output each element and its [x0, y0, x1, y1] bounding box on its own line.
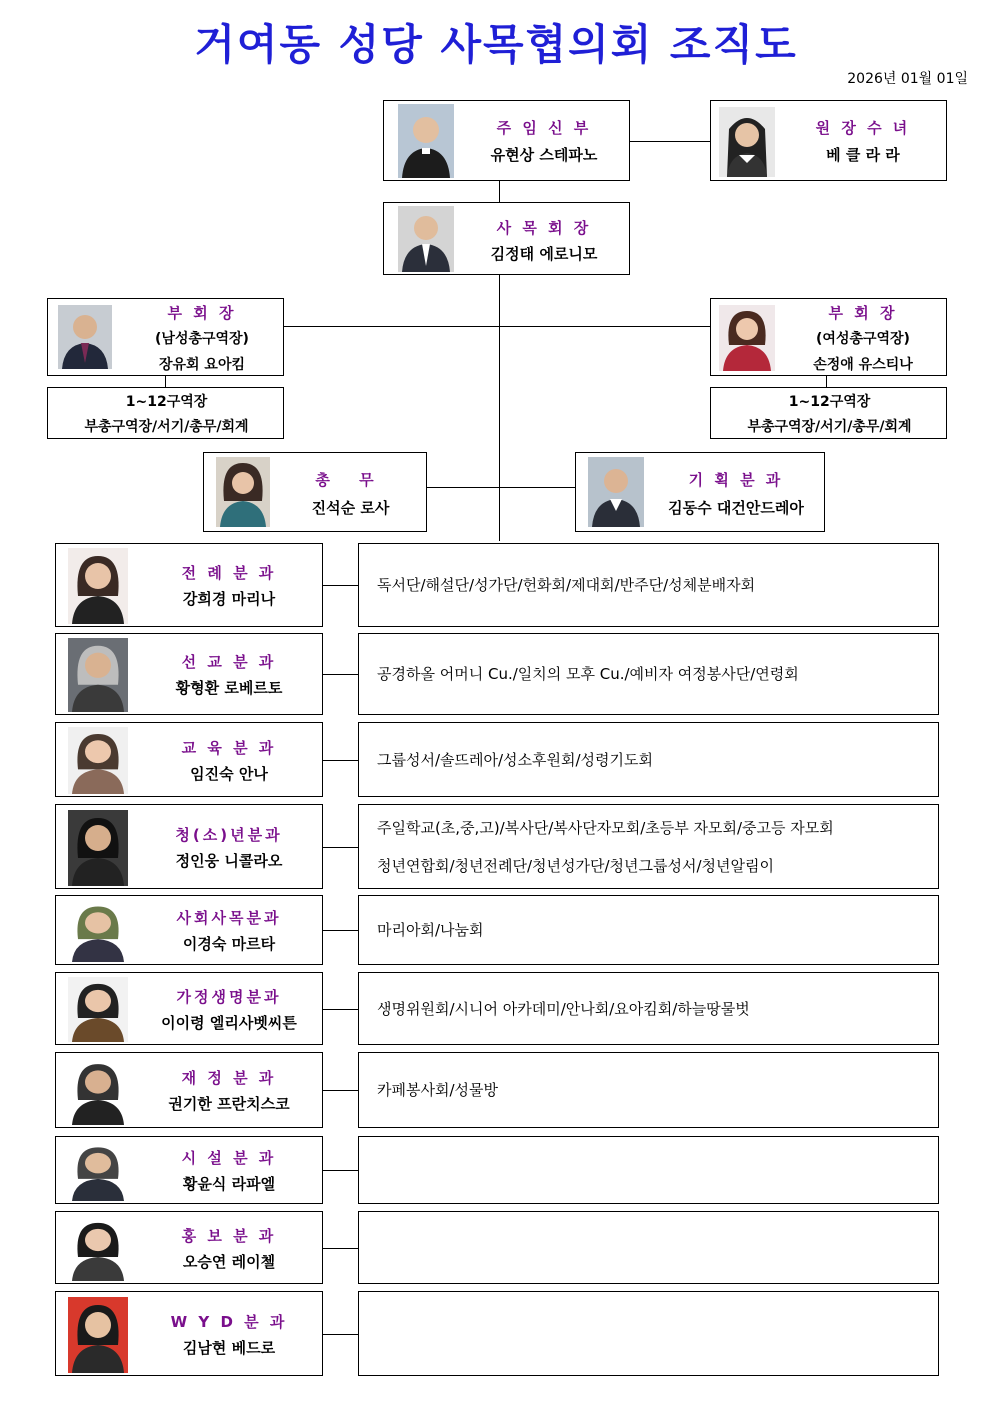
vice-left-sub: (남성총구역장) [155, 331, 249, 347]
division-leader-name: 임진숙 안나 [190, 764, 268, 783]
division-leader-name: 정인웅 니콜라오 [175, 851, 283, 870]
pastor-box [383, 100, 630, 181]
division-groups-box [358, 722, 939, 797]
planning-role: 기 획 분 과 [688, 471, 784, 489]
date-label: 2026년 01월 01일 [847, 71, 968, 87]
page-title: 거여동 성당 사목협의회 조직도 [194, 20, 798, 69]
division-groups-box [358, 543, 939, 627]
connector [165, 375, 166, 387]
division-leader-name: 김남현 베드로 [182, 1338, 276, 1357]
division-groups-box [358, 1291, 939, 1376]
pastor-name: 유현상 스테파노 [490, 146, 598, 164]
division-group-text: 카페봉사회/성물방 [377, 1081, 498, 1099]
connector [323, 585, 359, 586]
division-leader-name: 오승연 레이첼 [182, 1252, 276, 1271]
person-photo [398, 206, 454, 272]
division-groups-box [358, 804, 939, 889]
division-role: 홍 보 분 과 [181, 1226, 277, 1245]
person-photo [68, 977, 128, 1042]
connector [323, 930, 359, 931]
division-groups-box [358, 633, 939, 715]
division-groups-box [358, 895, 939, 965]
division-leader-name: 이경숙 마르타 [182, 935, 276, 953]
division-group-text: 마리아회/나눔회 [377, 921, 484, 939]
planning-name: 김동수 대건안드레아 [668, 499, 804, 517]
connector [323, 1090, 359, 1091]
connector [629, 141, 711, 142]
division-box [55, 972, 323, 1045]
person-photo [68, 638, 128, 712]
division-group-text: 청년연합회/청년전례단/청년성가단/청년그룹성서/청년알림이 [377, 857, 774, 875]
division-group-text: 공경하올 어머니 Cu./일치의 모후 Cu./예비자 여정봉사단/연령회 [377, 665, 799, 683]
vice-left-district-line1: 1~12구역장 [125, 394, 208, 410]
connector [826, 375, 827, 387]
division-role: 선 교 분 과 [181, 653, 277, 671]
division-role: 사회사목분과 [176, 909, 282, 927]
division-box [55, 895, 323, 965]
sister-role: 원 장 수 녀 [815, 119, 911, 137]
division-leader-name: 권기한 프란치스코 [168, 1095, 290, 1113]
division-role: 가정생명분과 [176, 987, 282, 1006]
connector [499, 180, 500, 202]
division-role: 전 례 분 과 [181, 564, 277, 582]
vice-right-district-line2: 부총구역장/서기/총무/회계 [747, 419, 912, 435]
division-box [55, 1291, 323, 1376]
division-leader-name: 이이령 엘리사벳씨튼 [161, 1013, 297, 1032]
council-head-name: 김정태 에로니모 [490, 245, 598, 263]
division-box [55, 804, 323, 889]
division-role: 재 정 분 과 [181, 1069, 277, 1087]
connector [426, 487, 576, 488]
person-photo [216, 457, 270, 527]
vice-left-box [47, 298, 284, 376]
division-role: W Y D 분 과 [170, 1312, 288, 1331]
connector [499, 274, 500, 541]
connector [323, 1248, 359, 1249]
person-photo [68, 1216, 128, 1281]
person-photo [68, 1297, 128, 1373]
division-groups-box [358, 1136, 939, 1204]
division-leader-name: 황윤식 라파엘 [182, 1175, 276, 1193]
pastor-role: 주 임 신 부 [496, 119, 592, 137]
person-photo [68, 810, 128, 886]
division-group-text: 생명위원회/시니어 아카데미/안나회/요아킴회/하늘땅물벗 [377, 999, 750, 1018]
person-photo [58, 305, 112, 369]
division-role: 교 육 분 과 [181, 738, 277, 757]
general-affairs-box [203, 452, 427, 532]
planning-box [575, 452, 825, 532]
division-box [55, 1211, 323, 1284]
division-group-text: 그룹성서/솔뜨레아/성소후원회/성령기도회 [377, 750, 653, 769]
vice-left-district-box [47, 387, 284, 439]
vice-left-name: 장유회 요아킴 [158, 357, 246, 373]
vice-right-district-box [710, 387, 947, 439]
vice-right-box [710, 298, 947, 376]
connector [323, 760, 359, 761]
division-box [55, 722, 323, 797]
council-head-box [383, 202, 630, 275]
sister-box [710, 100, 947, 181]
council-head-role: 사 목 회 장 [496, 219, 592, 237]
connector [323, 674, 359, 675]
division-group-text: 주일학교(초,중,고)/복사단/복사단자모회/초등부 자모회/중고등 자모회 [377, 819, 834, 837]
general-affairs-role: 총 무 [315, 471, 386, 489]
division-leader-name: 황형환 로베르토 [175, 679, 283, 697]
vice-right-name: 손정애 유스티나 [813, 357, 913, 373]
person-photo [68, 727, 128, 794]
connector [323, 847, 359, 848]
person-photo [68, 548, 128, 624]
division-box [55, 633, 323, 715]
vice-right-district-line1: 1~12구역장 [788, 394, 871, 410]
person-photo [719, 305, 775, 371]
division-leader-name: 강희경 마리나 [182, 590, 276, 608]
division-box [55, 543, 323, 627]
connector [323, 1009, 359, 1010]
division-groups-box [358, 1211, 939, 1284]
person-photo [68, 1057, 128, 1125]
division-groups-box [358, 1052, 939, 1128]
person-photo [68, 900, 128, 962]
person-photo [719, 107, 775, 177]
division-role: 청(소)년분과 [175, 825, 283, 844]
connector [283, 326, 711, 327]
division-box [55, 1136, 323, 1204]
connector [323, 1170, 359, 1171]
division-box [55, 1052, 323, 1128]
division-group-text: 독서단/해설단/성가단/헌화회/제대회/반주단/성체분배자회 [377, 576, 756, 594]
person-photo [68, 1141, 128, 1201]
vice-right-sub: (여성총구역장) [816, 331, 910, 347]
person-photo [588, 457, 644, 527]
connector [323, 1334, 359, 1335]
division-role: 시 설 분 과 [181, 1149, 277, 1167]
sister-name: 베 클 라 라 [826, 146, 900, 164]
vice-left-district-line2: 부총구역장/서기/총무/회계 [84, 419, 249, 435]
general-affairs-name: 진석순 로사 [311, 499, 390, 517]
division-groups-box [358, 972, 939, 1045]
vice-left-role: 부 회 장 [167, 304, 237, 322]
person-photo [398, 104, 454, 178]
vice-right-role: 부 회 장 [828, 304, 898, 322]
